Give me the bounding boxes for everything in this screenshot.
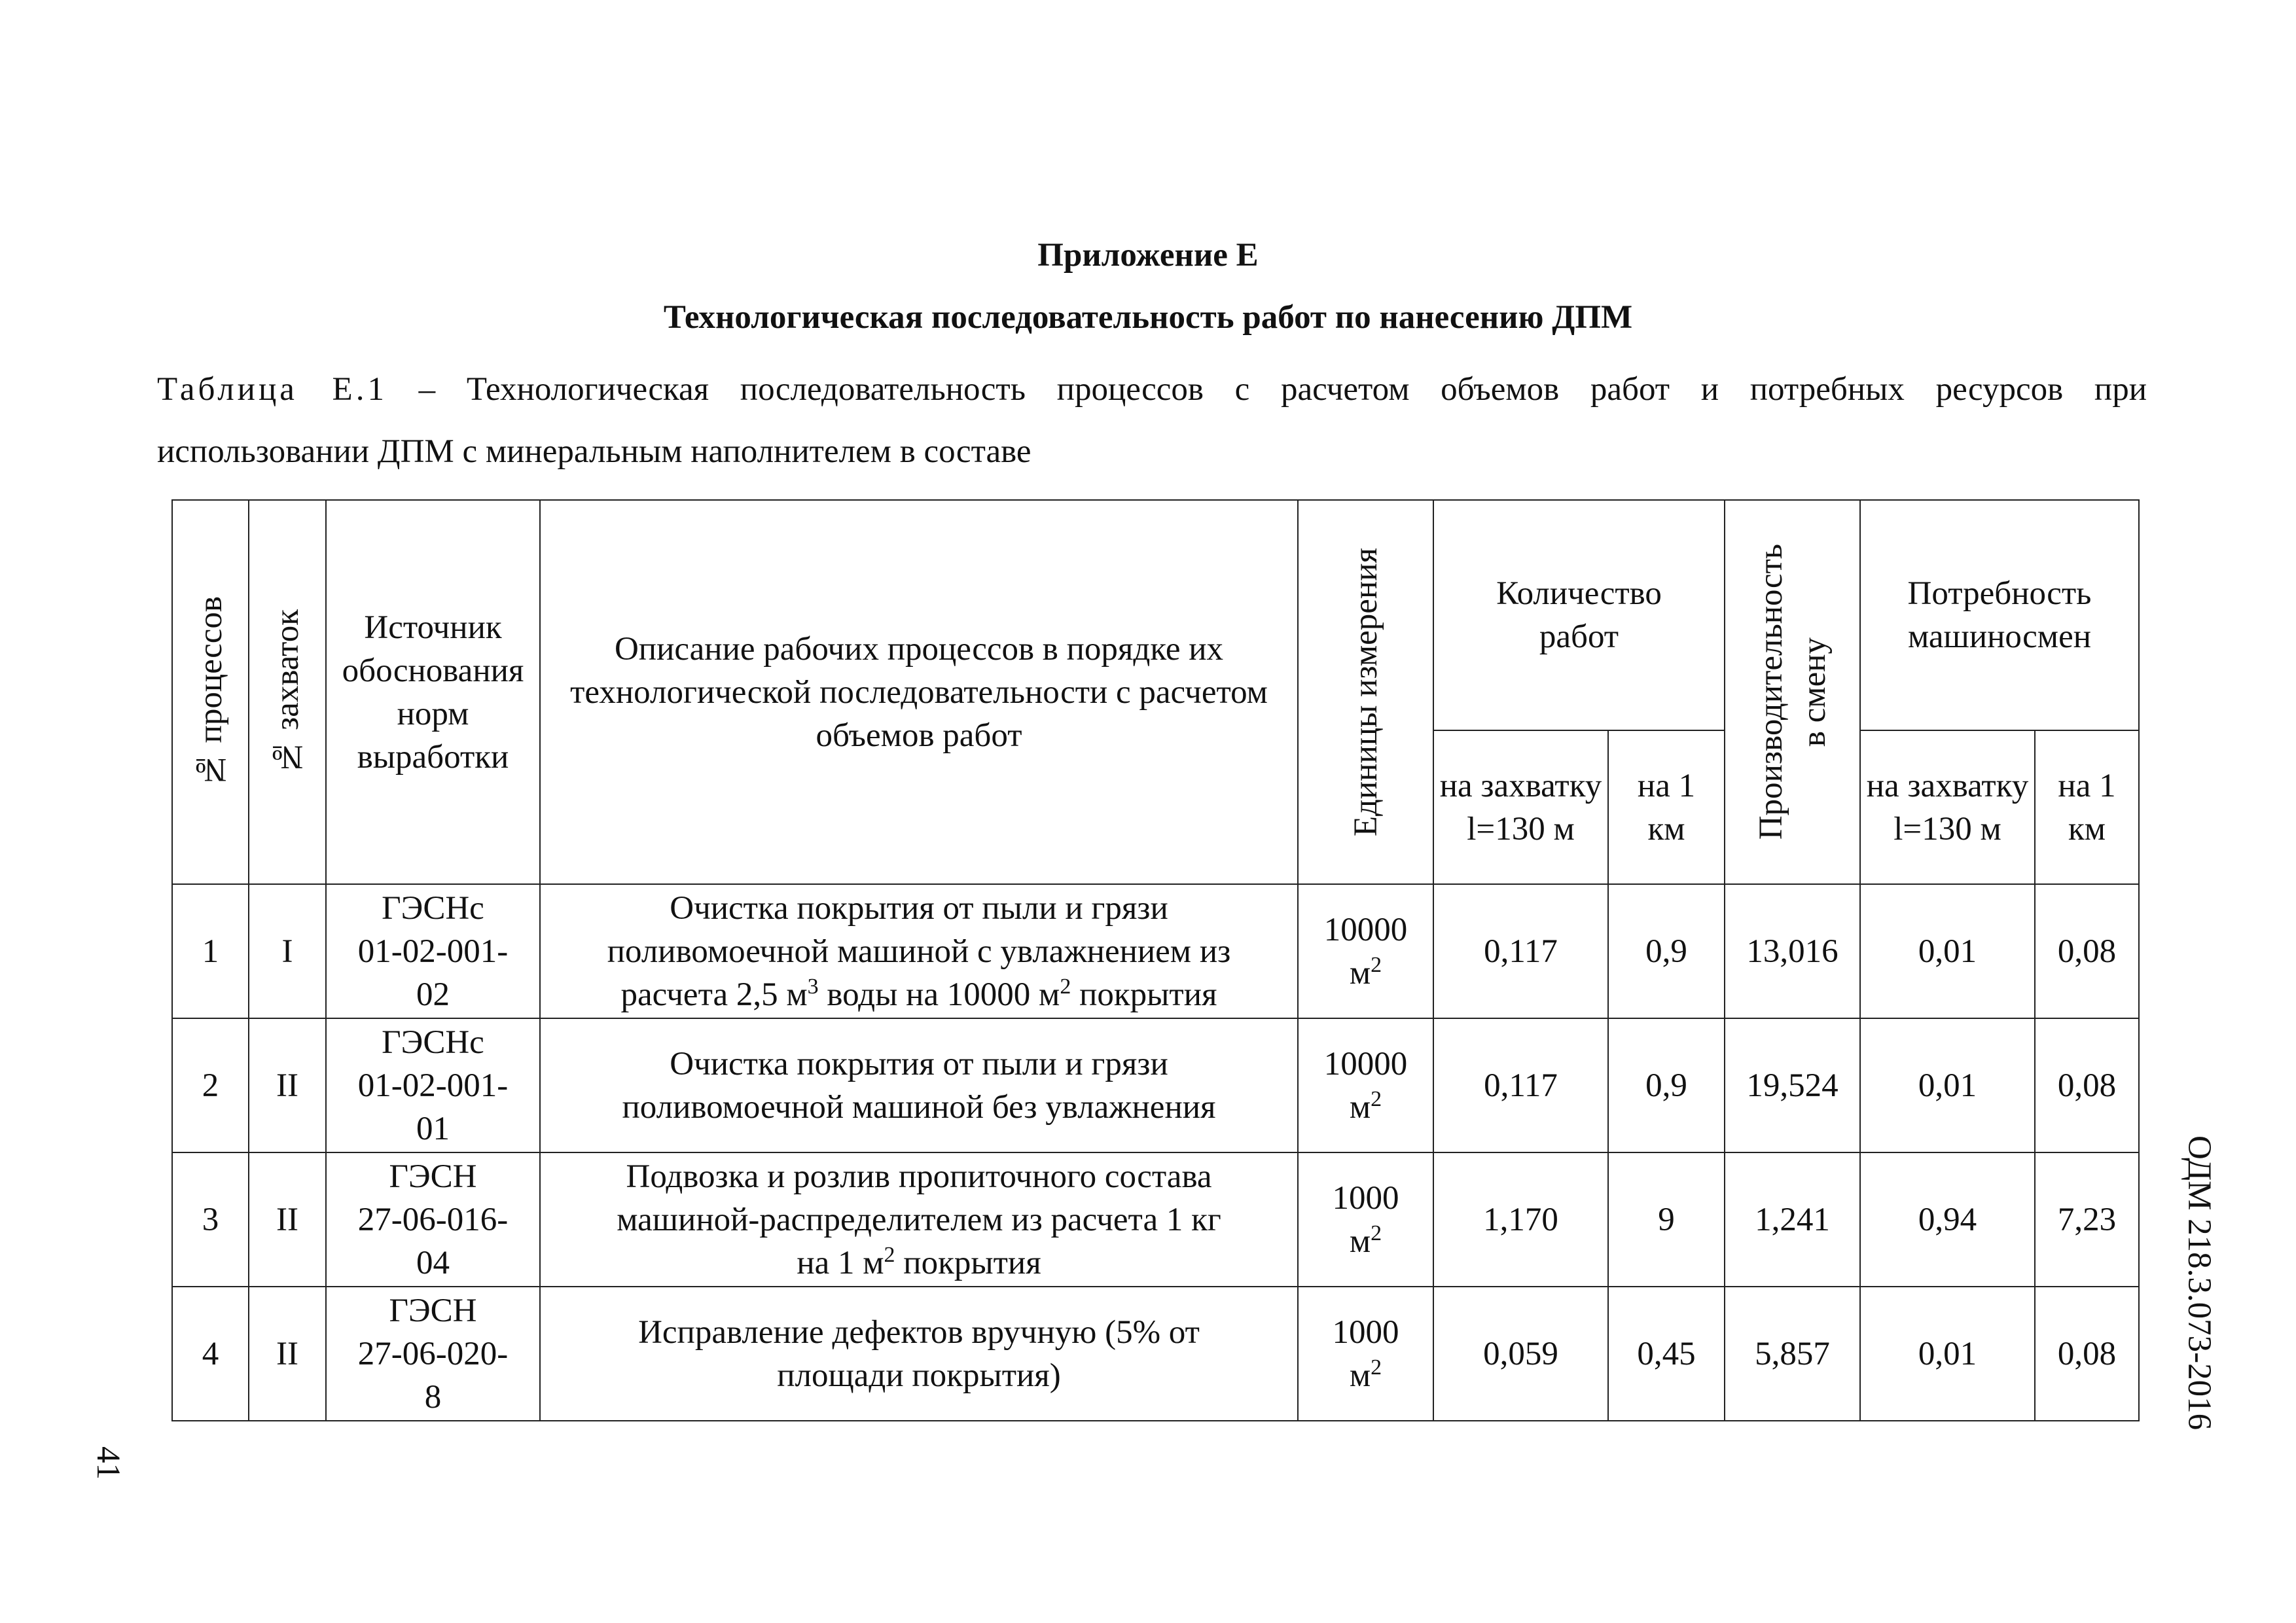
cell-demand-per-section: 0,01 bbox=[1860, 1287, 2035, 1421]
cell-process-no: 1 bbox=[172, 884, 249, 1018]
cell-quantity-per-section: 0,117 bbox=[1433, 884, 1608, 1018]
header-productivity-line-1: Производительность bbox=[1752, 544, 1789, 840]
cell-process-no: 4 bbox=[172, 1287, 249, 1421]
cell-demand-per-km: 0,08 bbox=[2035, 1287, 2139, 1421]
cell-source: ГЭСН 27-06-016- 04 bbox=[326, 1152, 540, 1287]
cell-description: Исправление дефектов вручную (5% от площади покрытия) bbox=[540, 1287, 1298, 1421]
cell-section-no: I bbox=[249, 884, 326, 1018]
table-caption-line-1 bbox=[157, 370, 2147, 409]
cell-demand-per-section: 0,94 bbox=[1860, 1152, 2035, 1287]
cell-productivity: 13,016 bbox=[1725, 884, 1860, 1018]
header-productivity-line-2: в смену bbox=[1795, 637, 1833, 747]
cell-demand-per-km: 0,08 bbox=[2035, 1018, 2139, 1152]
document-code-text: ОДМ 218.3.073-2016 bbox=[2181, 1135, 2217, 1431]
table-caption-text: – Технологическая последовательность процессов с расчетом объемов работ и потребных ресурсов при bbox=[387, 371, 2147, 408]
cell-quantity-per-km: 0,9 bbox=[1608, 1018, 1725, 1152]
cell-unit: 10000 $м^2$ bbox=[1298, 1018, 1433, 1152]
page-number bbox=[82, 1433, 134, 1492]
cell-demand-per-km: 7,23 bbox=[2035, 1152, 2139, 1287]
table-row bbox=[172, 1018, 2139, 1152]
header-demand-group: Потребность машиносмен bbox=[1860, 500, 2139, 730]
cell-unit: 1000 $м^2$ bbox=[1298, 1152, 1433, 1287]
cell-unit: 10000 $м^2$ bbox=[1298, 884, 1433, 1018]
header-demand-per-km: на 1 км bbox=[2035, 730, 2139, 884]
appendix-title: Приложение Е bbox=[1037, 237, 1259, 274]
header-units: Единицы измерения bbox=[1298, 500, 1433, 884]
header-quantity-per-section: на захватку l=130 м bbox=[1433, 730, 1608, 884]
cell-description: Очистка покрытия от пыли и грязи поливомоечной машиной с увлажнением из расчета 2,5 $м^3$ воды на 10000 $м^2$ покрытия bbox=[540, 884, 1298, 1018]
table-row bbox=[172, 884, 2139, 1018]
cell-quantity-per-section: 0,059 bbox=[1433, 1287, 1608, 1421]
cell-source: ГЭСНс 01-02-001- 02 bbox=[326, 884, 540, 1018]
document-code bbox=[2147, 1099, 2251, 1466]
cell-demand-per-section: 0,01 bbox=[1860, 1018, 2035, 1152]
header-quantity-per-km: на 1 км bbox=[1608, 730, 1725, 884]
header-source: Источник обоснования норм выработки bbox=[326, 500, 540, 884]
header-productivity bbox=[1725, 500, 1860, 884]
table-header-row-1 bbox=[172, 500, 2139, 730]
cell-source: ГЭСН 27-06-020- 8 bbox=[326, 1287, 540, 1421]
cell-productivity: 1,241 bbox=[1725, 1152, 1860, 1287]
cell-quantity-per-section: 0,117 bbox=[1433, 1018, 1608, 1152]
table-row bbox=[172, 1287, 2139, 1421]
process-table bbox=[171, 499, 2140, 1421]
table-row bbox=[172, 1152, 2139, 1287]
cell-description: Очистка покрытия от пыли и грязи поливомоечной машиной без увлажнения bbox=[540, 1018, 1298, 1152]
cell-quantity-per-km: 0,45 bbox=[1608, 1287, 1725, 1421]
header-description: Описание рабочих процессов в порядке их технологической последовательности с расчетом объемов работ bbox=[540, 500, 1298, 884]
cell-quantity-per-km: 9 bbox=[1608, 1152, 1725, 1287]
cell-description: Подвозка и розлив пропиточного состава машиной-распределителем из расчета 1 кг на 1 $м^2$ покрытия bbox=[540, 1152, 1298, 1287]
cell-demand-per-km: 0,08 bbox=[2035, 884, 2139, 1018]
cell-quantity-per-section: 1,170 bbox=[1433, 1152, 1608, 1287]
header-process-no: № процессов bbox=[172, 500, 249, 884]
cell-process-no: 3 bbox=[172, 1152, 249, 1287]
cell-section-no: II bbox=[249, 1287, 326, 1421]
cell-productivity: 5,857 bbox=[1725, 1287, 1860, 1421]
cell-source: ГЭСНс 01-02-001- 01 bbox=[326, 1018, 540, 1152]
cell-quantity-per-km: 0,9 bbox=[1608, 884, 1725, 1018]
header-section-no: № захваток bbox=[249, 500, 326, 884]
page-number-text: 41 bbox=[90, 1446, 126, 1480]
cell-process-no: 2 bbox=[172, 1018, 249, 1152]
cell-section-no: II bbox=[249, 1018, 326, 1152]
table-caption-label: Таблица Е.1 bbox=[157, 371, 387, 408]
header-quantity-group: Количество работ bbox=[1433, 500, 1725, 730]
table-caption-line-2: использовании ДПМ с минеральным наполнителем в составе bbox=[157, 433, 1031, 470]
header-demand-per-section: на захватку l=130 м bbox=[1860, 730, 2035, 884]
cell-unit: 1000 $м^2$ bbox=[1298, 1287, 1433, 1421]
cell-demand-per-section: 0,01 bbox=[1860, 884, 2035, 1018]
cell-productivity: 19,524 bbox=[1725, 1018, 1860, 1152]
document-title: Технологическая последовательность работ по нанесению ДПМ bbox=[663, 299, 1633, 336]
cell-section-no: II bbox=[249, 1152, 326, 1287]
